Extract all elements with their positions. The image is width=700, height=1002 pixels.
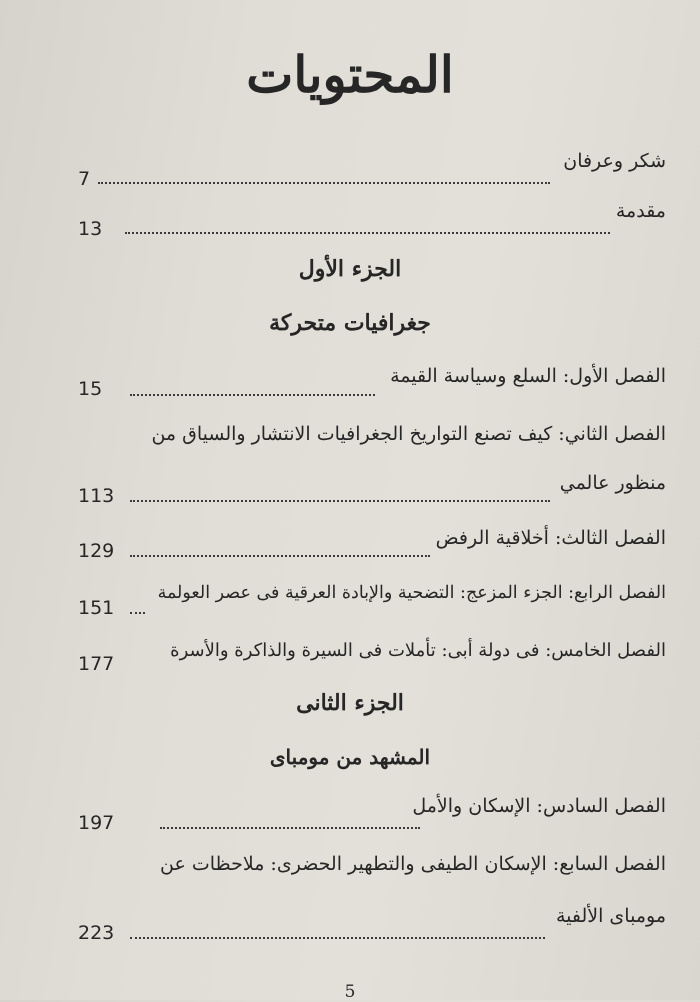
entry-label: الفصل السادس: الإسكان والأمل xyxy=(412,795,666,817)
entry-label: مقدمة xyxy=(615,200,666,222)
page-number: 197 xyxy=(78,812,115,834)
page-number: 7 xyxy=(78,168,91,190)
leader-dots xyxy=(130,610,145,614)
entry-label-continuation: منظور عالمي xyxy=(559,472,666,494)
part-2-subtitle: المشهد من مومباى xyxy=(269,745,431,769)
page-number: 223 xyxy=(78,922,115,944)
leader-dots xyxy=(98,180,550,184)
footer-page-number: 5 xyxy=(344,982,356,1002)
leader-dots xyxy=(130,392,375,396)
entry-label: الفصل الثاني: كيف تصنع التواريخ الجغرافيات الانتشار والسياق من xyxy=(151,423,666,445)
entry-label: الفصل الثالث: أخلاقية الرفض xyxy=(435,527,666,549)
leader-dots xyxy=(130,935,545,939)
leader-dots xyxy=(130,553,430,557)
leader-dots xyxy=(125,230,610,234)
part-2-title: الجزء الثانى xyxy=(296,690,404,716)
page-title: المحتويات xyxy=(246,45,454,104)
page-number: 15 xyxy=(78,378,103,400)
leader-dots xyxy=(130,498,550,502)
entry-label: الفصل السابع: الإسكان الطيفى والتطهير الحضرى: ملاحظات عن xyxy=(160,853,666,875)
entry-label: شكر وعرفان xyxy=(563,150,666,172)
page-number: 129 xyxy=(78,540,115,562)
entry-label-continuation: مومباى الألفية xyxy=(555,905,666,927)
page-number: 151 xyxy=(78,597,115,619)
entry-label: الفصل الخامس: فى دولة أبى: تأملات فى السيرة والذاكرة والأسرة xyxy=(170,640,666,661)
leader-dots xyxy=(160,825,420,829)
page-number: 177 xyxy=(78,653,115,675)
part-1-subtitle: جغرافيات متحركة xyxy=(269,310,431,336)
entry-label: الفصل الأول: السلع وسياسة القيمة xyxy=(390,365,666,387)
page-number: 113 xyxy=(78,485,115,507)
part-1-title: الجزء الأول xyxy=(298,256,402,282)
page-number: 13 xyxy=(78,218,103,240)
entry-label: الفصل الرابع: الجزء المزعج: التضحية والإبادة العرقية فى عصر العولمة xyxy=(157,583,666,603)
